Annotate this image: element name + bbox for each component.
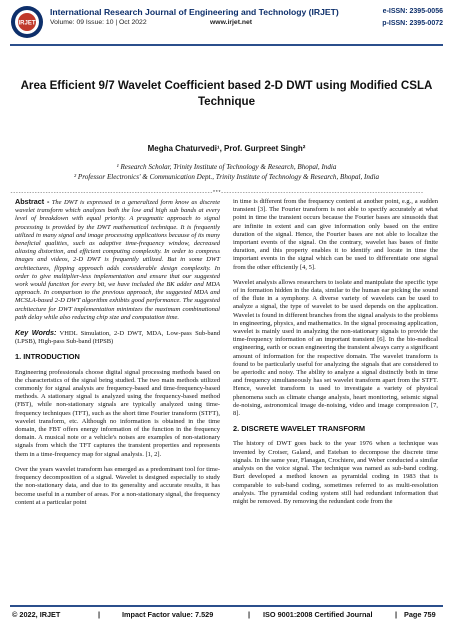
irjet-logo [10,5,44,39]
footer-sep-3: | [395,610,398,619]
section-heading-dwt: 2. DISCRETE WAVELET TRANSFORM [233,424,366,434]
section-divider: ---------------------------------------------------------------------------***--------------------------------------------------------------------------- [10,190,424,196]
journal-title: International Research Journal of Engineering and Technology (IRJET) [50,7,339,17]
paper-authors: Megha Chaturvedi¹, Prof. Gurpreet Singh² [147,144,306,153]
intro-paragraph-2: Over the years wavelet transform has emerged as a predominant tool for time-frequency decomposition of a signal. Wavelet is designed especially to study the non-stationary data, and due to its generality and accurate results, it has become useful in a number of areas. For a non-stationary signal, the frequency content at a particular point [15,465,220,506]
abstract [15,198,220,322]
eissn: e-ISSN: 2395-0056 [382,8,443,15]
keywords-text: VHDL Simulation, 2-D DWT, MDA, Low-pass Sub-band (LPSB), High-pass Sub-band (HPSB) [15,330,220,346]
pissn: p-ISSN: 2395-0072 [382,20,443,27]
journal-url[interactable]: www.irjet.net [210,19,253,26]
footer-rule [10,605,443,607]
footer-sep-1: | [98,610,101,619]
logo-text: IRJET [18,20,36,27]
section-heading-introduction: 1. INTRODUCTION [15,352,80,362]
footer-impact-factor: Impact Factor value: 7.529 [122,610,214,619]
right-paragraph-2: Wavelet analysis allows researchers to isolate and manipulate the specific type of in formation hidden in the data, similar to the human ear picking the sound of the flute in a symphony. A diverse variety of wavelets can be used to analyze a signal, the type of wavelet to be used depends on the application. Wavelet is found in different branches from the signal analysis to the problems in engineering, physics, and mathematics. In the signal processing application, wavelet is mainly used in analyzing the non-stationary signals to provide the time-frequency information of an important transient [6]. In the bio-medical engineering, earth or ocean engineering the transient always carry a significant amount of information for the respective domain. The wavelet transform is found to be particularly useful for analyzing the signals that are considered to be aperiodic and noisy. The ability to analyze a signal distinctly both in time and frequency simultaneously has set wavelet transform apart from the STFT. Hence, wavelet transform is used to investigate a variety of physical phenomena such as climate change analysis, heart monitoring, seismic signal de-noising, astronomical image de-noising, video and image compression [7, 8]. [233,278,438,418]
abstract-heading: Abstract - [15,197,50,206]
right-paragraph-1: in time is different from the frequency content at another point, e.g., a sudden transient [3]. The Fourier transform is not able to specify accurately at what point in time the transient occurs because the Fourier bases are sinusoids that are infinite in extent and can give information only based on the entire duration of the signal. Hence, the Fourier bases are not able to localize the important events of the signal. On the contrary, wavelet has bases of finite duration, and this property enables it to identify and locate in time the important events in the signal which can be used to differentiate one signal from the other efficiently [4, 5]. [233,198,438,271]
right-column [233,198,438,513]
keywords-heading: Key Words: [15,328,57,338]
keywords [15,329,220,346]
affiliation-1: ¹ Research Scholar, Trinity Institute of Technology & Research, Bhopal, India [116,163,337,171]
affiliation-2: ² Professor Electronics' & Communication Dept., Trinity Institute of Technology & Research, Bhopal, India [73,173,380,181]
volume-issue: Volume: 09 Issue: 10 | Oct 2022 [50,19,147,26]
intro-paragraph-1: Engineering professionals choose digital signal processing methods based on the characteristics of the signal being studied. The two main methods utilized commonly for signal analysis are frequency-based and time-frequency-based methods. A stationary signal is analyzed using the frequency-based method (FBT), while non-stationary signals are typically analyzed using time-frequency techniques (TFT), such as the short time Fourier transform (STFT), wavelet transform, etc. Although no information is obtained in the time domain, the FBT offers energy information of the function in the frequency domain. A musical note or a vehicle's noises are examples of non-stationary signals from which the TFT captures the transient properties and represents them in a time-frequency map for signal analysis. [1, 2]. [15,368,220,458]
abstract-text: The DWT is expressed in a generalized form know as discrete wavelet transform which analyzes both the low and high sub bands at every level of breakdown with equal priority. A pragmatic approach to signal processing is provided by the DWT mathematical technique. It is frequently utilized in many signal and image processing applications because of its many beneficial qualities, such as adaptive time-frequency window, decreased aliasing distortion, and efficient computing complexity. In order to compress images and videos, 2-D DWT is frequently utilized. But in some DWT architectures, flipping approach adds considerable design complexity. In order to give multiplier-less implementation and ensure that our suggested work would function for every bit, we have included the BK adder and MDA approach. In comparison to the previous approach, the suggested MDA and MCSLA-based 2-D DWT algorithm exhibits good performance. The suggested architecture for DWT implementation minimizes the maximum combinational path delay while also reducing chip size and computation time. [15,199,220,321]
journal-header [0,0,453,46]
footer-sep-2: | [248,610,251,619]
paper-title: Area Efficient 9/7 Wavelet Coefficient based 2-D DWT using Modified CSLA Technique [20,79,433,108]
header-rule [10,44,443,46]
footer-iso: ISO 9001:2008 Certified Journal [263,610,373,619]
dwt-paragraph-1: The history of DWT goes back to the year 1976 when a technique was invented by Croiser, Galand, and Esteban to decompose the discrete time signals. In the same year, Flanagan, Crochiere, and Weber conducted a similar analysis on the voice signal. The technique was named as sub-band coding. Burt developed a method known as pyramidal coding in 1983 that is comparable to sub-band coding, sometimes referred to as multi-resolution analysis. The pyramidal coding system still had redundant information that might be removed. By removing the redundant code from the [233,440,438,505]
left-column [15,198,220,514]
footer-page-number: Page 759 [404,610,436,619]
footer-copyright: © 2022, IRJET [12,610,61,619]
